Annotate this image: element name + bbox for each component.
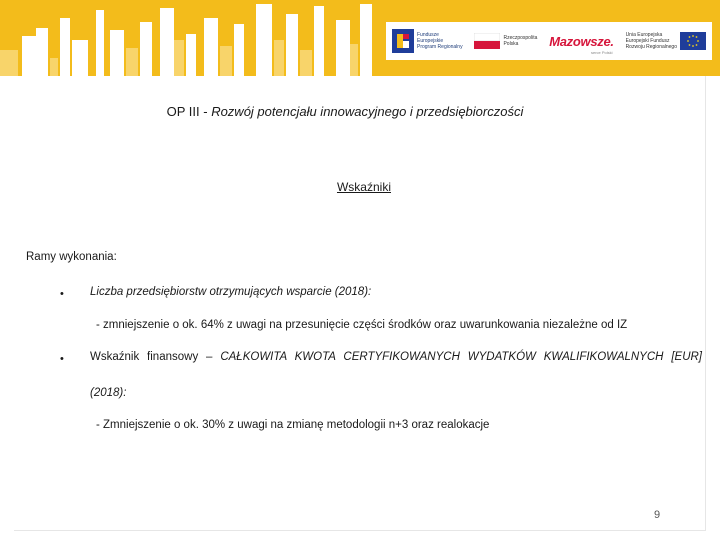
header-band [0, 0, 720, 76]
bullet-marker: • [60, 353, 64, 365]
indicator-2-prefix: Wskaźnik finansowy – [90, 351, 221, 363]
slide-title [0, 104, 690, 119]
section-label: Ramy wykonania: [26, 251, 117, 263]
slide-subtitle: Wskaźniki [336, 180, 391, 194]
indicator-2-text [90, 351, 702, 363]
indicator-2-italic: CAŁKOWITA KWOTA CERTYFIKOWANYCH WYDATKÓW KWALIFIKOWALNYCH [EUR] [220, 351, 702, 363]
indicator-2-continuation: (2018): [90, 387, 127, 399]
fundusze-europejskie-icon [392, 29, 414, 53]
mazowsze-wordmark: Mazowsze. [549, 33, 614, 49]
polish-flag-icon [474, 33, 500, 49]
slide-frame [14, 76, 706, 531]
page-number: 9 [654, 509, 661, 521]
partner-logos [386, 22, 712, 60]
bullet-marker: • [60, 288, 64, 300]
rzeczpospolita-logo-text: Rzeczpospolita Polska [503, 35, 538, 47]
eu-flag-icon [680, 32, 706, 50]
indicator-1-text: Liczba przedsiębiorstw otrzymujących wsparcie (2018): [90, 286, 372, 298]
fundusze-logo-text: Fundusze Europejskie Program Regionalny [417, 32, 463, 50]
ue-logo-text: Unia Europejska Europejski Fundusz Rozwoju Regionalnego [625, 32, 677, 50]
title-rest: Rozwój potencjału innowacyjnego i przedsiębiorczości [211, 104, 524, 119]
fundusze-europejskie-logo [392, 29, 463, 53]
mazowsze-tagline: serce Polski [591, 50, 613, 55]
indicator-2-detail: - Zmniejszenie o ok. 30% z uwagi na zmianę metodologii n+3 oraz realokacje [96, 419, 490, 431]
rzeczpospolita-logo [474, 33, 537, 49]
decorative-pattern [0, 0, 390, 76]
indicator-1-detail: - zmniejszenie o ok. 64% z uwagi na przesunięcie części środków oraz uwarunkowania niezależne od IZ [96, 319, 628, 331]
unia-europejska-logo [626, 32, 706, 50]
mazowsze-logo [549, 34, 613, 49]
title-prefix: OP III - [166, 104, 212, 119]
